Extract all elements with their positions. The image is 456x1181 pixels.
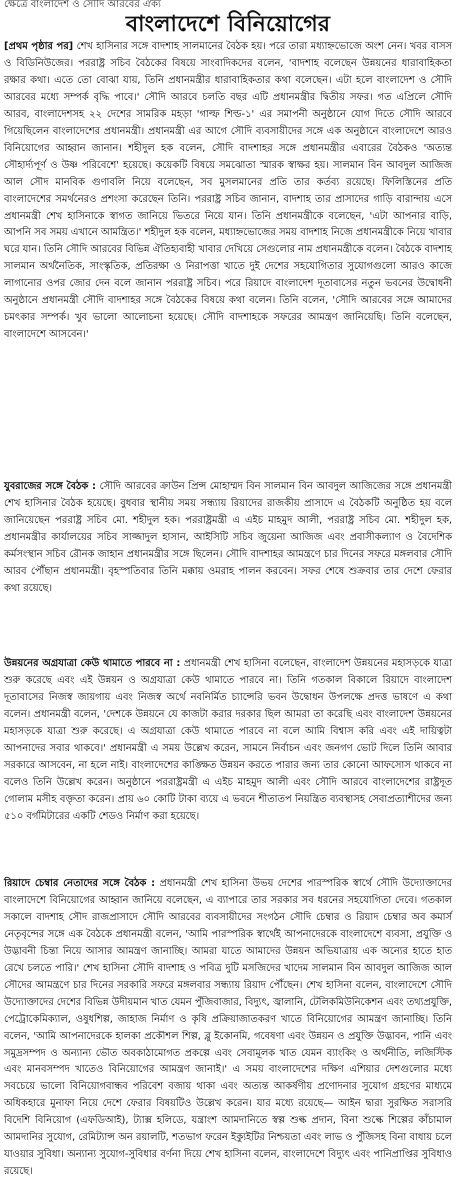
article-headline: বাংলাদেশে বিনিয়োগের xyxy=(125,11,331,37)
section-chamber-heading: রিয়াদে চেম্বার নেতাদের সঙ্গে বৈঠক : xyxy=(4,878,156,889)
article-section-intro xyxy=(4,39,452,479)
section-crown-prince-text: সৌদি আরবের ক্রাউন প্রিন্স মোহাম্মদ বিন সালমান বিন আবদুল আজিজের সঙ্গে প্রধানমন্ত্রী শেখ হাসিনার বৈঠক হয়েছে। বুধবার স্থানীয় সময় সন্ধ্যায় রিয়াদের রাজকীয় প্রাসাদে এ বৈঠকটি অনুষ্ঠিত হয় বলে জানিয়েছেন পররাষ্ট্র সচিব মো. শহীদুল হক। পররাষ্ট্রমন্ত্রী এ এইচ মাহমুদ আলী, পররাষ্ট্র সচিব মো. শহীদুল হক, প্রধানমন্ত্রীর কার্যালয়ের সচিব সাজ্জাদুল হাসান, আইসিটি সচিব জুয়েনা আজিজ এবং প্রবাসীকল্যাণ ও বৈদেশিক কর্মসংস্থান সচিব রৌনক জাহান প্রধানমন্ত্রীর সঙ্গে ছিলেন। সৌদি বাদশাহর আমন্ত্রণে চার দিনের সফরে মঙ্গলবার সৌদি আরব পৌঁছান প্রধানমন্ত্রী। বৃহস্পতিবার তিনি মক্কায় ওমরাহ পালন করবেন। সফর শেষে শুক্রবার তার দেশে ফেরার কথা রয়েছে। xyxy=(4,481,452,594)
section-chamber-text: প্রধানমন্ত্রী শেখ হাসিনা উভয় দেশের পারস্পরিক স্বার্থে সৌদি উদ্যোক্তাদের বাংলাদেশে বিনিয়োগের আহ্বান জানিয়ে বলেছেন, এ ব্যাপারে তার সরকার সব ধরনের সহযোগিতা দেবে। গতকাল সকালে বাদশাহ সৌদ রাজপ্রাসাদে সৌদি আরবের ব্যবসায়ীদের সংগঠন সৌদি চেম্বার ও রিয়াদ চেম্বার অব কমার্স নেতৃবৃন্দের সঙ্গে এক বৈঠকে প্রধানমন্ত্রী বলেন, 'আমি পারস্পরিক স্বার্থেই আপনাদেরকে বাংলাদেশে ব্যবসা, প্রযুক্তি ও উদ্ভাবনী চিন্তা নিয়ে আসার আমন্ত্রণ জানাচ্ছি। আমরা যাতে আমাদের উন্নয়ন অভিযাত্রায় এক অন্যের হাতে হাত রেখে চলতে পারি।' শেখ হাসিনা সৌদি বাদশাহ ও পবিত্র দুটি মসজিদের খাদেম সালমান বিন আবদুল আজিজ আল সৌদের আমন্ত্রণে চার দিনের সরকারি সফরে মঙ্গলবার সন্ধ্যায় রিয়াদ পৌঁছেন। শেখ হাসিনা বলেন, বাংলাদেশে সৌদি উদ্যোক্তাদের দেশের বিভিন্ন উদীয়মান খাত যেমন পুঁজিবাজার, বিদ্যুৎ, জ্বালানি, টেলিকমিউনিকেশন এবং তথ্যপ্রযুক্তি, পেট্রোকেমিক্যাল, ওষুধশিল্প, জাহাজ নির্মাণ ও কৃষি প্রক্রিয়াজাতকরণ খাতে বিনিয়োগের আমন্ত্রণ জানাচ্ছি। তিনি বলেন, 'আমি আপনাদেরকে হালকা প্রকৌশল শিল্প, ব্লু ইকোনমি, গবেষণা এবং উন্নয়ন ও প্রযুক্তি উদ্ভাবন, পানি এবং সমুদ্রসম্পদ ও অন্যান্য ভৌত অবকাঠামোগত প্রকল্পে এবং সেবামূলক খাত যেমন ব্যাংকিং ও অর্থনীতি, লজিস্টিক এবং মানবসম্পদ খাতেও বিনিয়োগের আমন্ত্রণ জানাই।' এ সময় বাংলাদেশের দক্ষিণ এশিয়ার দেশগুলোর মধ্যে সবচেয়ে ভালো বিনিয়োগবান্ধব পরিবেশ বজায় থাকা এবং অত্যন্ত আকর্ষণীয় প্রণোদনার সুযোগ গ্রহণের মাধ্যমে অধিকহারে মুনাফা নিয়ে দেশে ফেরার বিষয়টিও উল্লেখ করেন। যার মধ্যে রয়েছে— আইন দ্বারা সুরক্ষিত সরাসরি বিদেশি বিনিয়োগ (এফডিআই), ট্যাক্স হলিডে, যন্ত্রাংশ আমদানিতে স্বল্প শুল্ক প্রদান, বিনা শুল্কে শিল্পের কাঁচামাল আমদানির সুযোগ, রেমিট্যান্স অন রয়ালটি, শতভাগ ফরেন ইক্যুইটির নিশ্চয়তা এবং লাভ ও পুঁজিসহ বিনা বাধায় চলে যাওয়ার সুবিধা। অন্যান্য সুযোগ-সুবিধার বর্ণনা দিয়ে শেখ হাসিনা বলেন, বাংলাদেশে বিদ্যুৎ এবং পানিপ্রাপ্তির সুবিধাও রয়েছে। xyxy=(4,878,452,1178)
section-intro-text: শেখ হাসিনার সঙ্গে বাদশাহ সালমানের বৈঠক হয়। পরে তারা মধ্যাহ্নভোজে অংশ নেন। খবর বাসস ও বিডিনিউজের। পররাষ্ট্র সচিব বৈঠকের বিষয়ে সাংবাদিকদের বলেন, 'বাদশাহ বলেছেন উন্নয়নের ধারাবাহিকতা রক্ষার কথা। এতে তো বোঝা যায়, তিনি প্রধানমন্ত্রীর ধারাবাহিকতার কথা বলেছেন। এটা হলে বাংলাদেশ ও সৌদি আরবের মধ্যে সম্পর্ক বৃদ্ধি পাবে।' সৌদি আরবে চলতি বছর এটি প্রধানমন্ত্রীর দ্বিতীয় সফর। গত এপ্রিলে সৌদি আরব, বাংলাদেশসহ ২২ দেশের সামরিক মহড়া 'গাল্ফ শিল্ড-১' এর সমাপনী অনুষ্ঠানে যোগ দিতে সৌদি আরবে গিয়েছিলেন বাংলাদেশের প্রধানমন্ত্রী। প্রধানমন্ত্রী এর আগে সৌদি ব্যবসায়ীদের সঙ্গে এক অনুষ্ঠানে বাংলাদেশে আরও বিনিয়োগের আহ্বান জানান। শহীদুল হক বলেন, সৌদি বাদশাহর সঙ্গে প্রধানমন্ত্রীর এবারের বৈঠকও 'অত্যন্ত সৌহার্দ্যপূর্ণ ও উষ্ণ পরিবেশে' হয়েছে। কয়েকটি বিষয়ে সমঝোতা স্মারক স্বাক্ষর হয়। সালমান বিন আবদুল আজিজ আল সৌদ মানবিক গুণাবলি নিয়ে বলেছেন, সব মুসলমানের প্রতি তার কর্তব্য রয়েছে। ফিলিস্তিনের প্রতি বাংলাদেশের সমর্থনেরও প্রশংসা করেছেন তিনি। পররাষ্ট্র সচিব জানান, বাদশাহ তার প্রাসাদের গাড়ি বারান্দায় এসে প্রধানমন্ত্রী শেখ হাসিনাকে স্বাগত জানিয়ে ভিতরে নিয়ে যান। তিনি প্রধানমন্ত্রীকে বলেছেন, 'এটা আপনার বাড়ি, আপনি সব সময় এখানে আমন্ত্রিত।' শহীদুল হক বলেন, মধ্যাহ্নভোজের সময় বাদশাহ নিজে প্রধানমন্ত্রীকে নিয়ে খাবার ঘরে যান। তিনি সৌদি আরবের বিভিন্ন ঐতিহ্যবাহী খাবার দেখিয়ে সেগুলোর নাম প্রধানমন্ত্রীকে বলেন। বৈঠকে বাদশাহ সালমান অর্থনৈতিক, সাংস্কৃতিক, প্রতিরক্ষা ও নিরাপত্তা খাতে দুই দেশের সহযোগিতার সুযোগগুলো আরও কাজে লাগানোর ওপর জোর দেন বলে জানান পররাষ্ট্র সচিব। পরে রিয়াদে বাংলাদেশ দূতাবাসের নতুন ভবনের উদ্বোধনী অনুষ্ঠানে প্রধানমন্ত্রী সৌদি বাদশাহর সঙ্গে বৈঠকের বিষয়ে কথা বলেন। তিনি বলেন, 'সৌদি আরবের সঙ্গে আমাদের চমৎকার সম্পর্ক। খুব ভালো আলোচনা হয়েছে। সৌদি বাদশাহকে সফরের আমন্ত্রণ জানিয়েছি। তিনি বলেছেন, বাংলাদেশে আসবেন।' xyxy=(4,41,452,341)
previous-headline-fragment: ক্ষেত্রে বাংলাদেশ ও সৌদি আরবের ঐক্য xyxy=(4,0,161,10)
article-section-development xyxy=(4,656,452,876)
section-development-heading: উন্নয়নের অগ্রযাত্রা কেউ থামাতে পারবে না : xyxy=(4,658,181,669)
section-crown-prince-heading: যুবরাজের সঙ্গে বৈঠক : xyxy=(4,481,97,492)
continued-from-label: [প্রথম পৃষ্ঠার পর] xyxy=(4,41,74,52)
article-section-crown-prince xyxy=(4,479,452,656)
article-section-chamber xyxy=(4,876,452,1178)
section-development-text: প্রধানমন্ত্রী শেখ হাসিনা বলেছেন, বাংলাদেশ উন্নয়নের মহাসড়কে যাত্রা শুরু করেছে এবং এই উন্নয়ন ও অগ্রযাত্রা কেউ থামাতে পারবে না। তিনি গতকাল বিকালে রিয়াদে বাংলাদেশ দূতাবাসের নিজস্ব জায়গায় এবং নিজস্ব অর্থে নবনির্মিত চ্যান্সেরি ভবন উদ্বোধন উপলক্ষে প্রদত্ত ভাষণে এ কথা বলেন। প্রধানমন্ত্রী বলেন, 'দেশকে উন্নয়নে যে কাজটা করার দরকার ছিল আমরা তা করেছি এবং বাংলাদেশ উন্নয়নের মহাসড়কে যাত্রা শুরু করেছে। এ অগ্রযাত্রা কেউ থামাতে পারবে না বলে আমি বিশ্বাস করি এবং এই দায়িত্বটা আপনাদের সবার থাকবে।' প্রধানমন্ত্রী এ সময় উল্লেখ করেন, সামনে নির্বাচন এবং জনগণ ভোট দিলে তিনি আবার সরকারে আসবেন, না হলে নাই। বাংলাদেশের কাঙ্ক্ষিত উন্নয়ন করতে পারার জন্য তার কোনো আফসোস থাকবে না বলেও তিনি উল্লেখ করেন। অনুষ্ঠানে পররাষ্ট্রমন্ত্রী এ এইচ মাহমুদ আলী এবং সৌদি আরবে বাংলাদেশের রাষ্ট্রদূত গোলাম মসীহ বক্তৃতা করেন। প্রায় ৬০ কোটি টাকা ব্যয়ে এ ভবনে শীতাতপ নিয়ন্ত্রিত ব্যবস্থাসহ সেবাপ্রত্যাশীদের জন্য ৫১০ বর্গমিটারের একটি শেডও নির্মাণ করা হয়েছে। xyxy=(4,658,452,822)
